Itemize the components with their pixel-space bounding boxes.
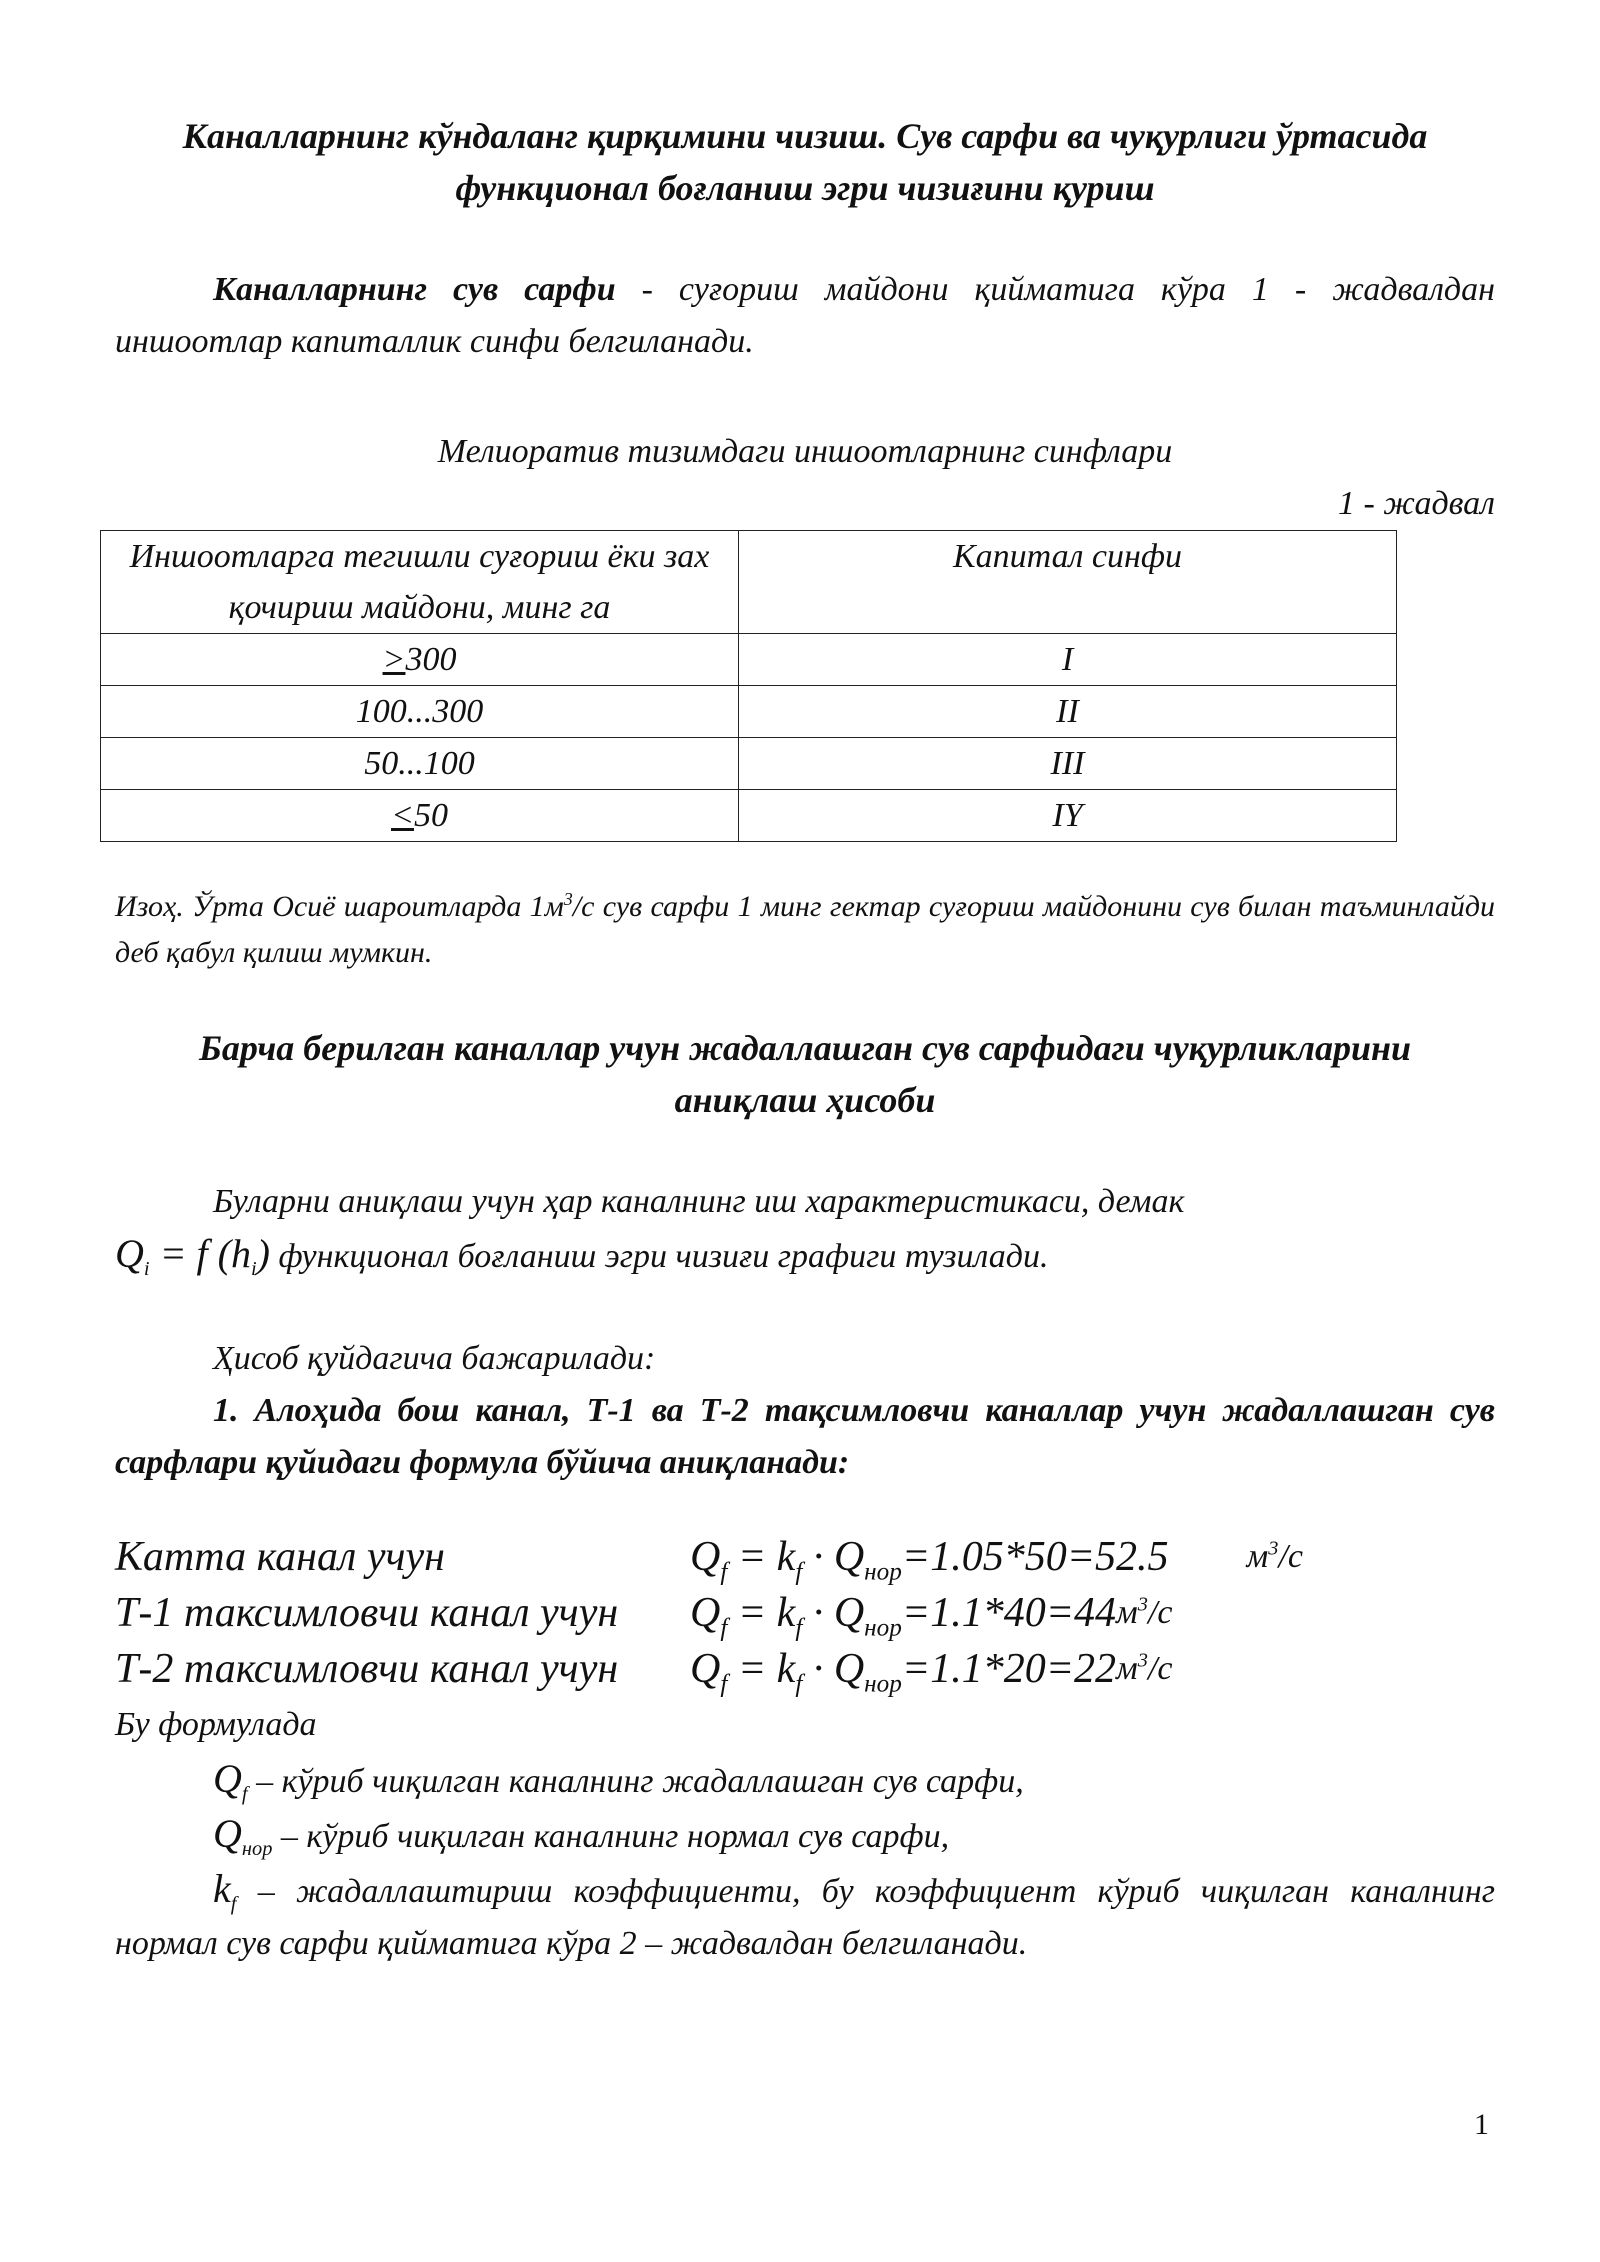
document-title [115,110,1495,214]
characteristics-paragraph [115,1176,1495,1283]
document-page [115,110,1495,1970]
formula-label: Катта канал учун [115,1534,445,1580]
formula-row [115,1529,1495,1585]
intro-rest: - суғориш майдони қийматига кўра 1 - жадвалдан иншоотлар капиталлик синфи белгиланади. [115,271,1495,360]
formula-unit: $м^3/с$ [1116,1593,1173,1631]
formula-row [115,1585,1495,1641]
table-row [101,634,1397,686]
calc-intro: Ҳисоб қуйдагича бажарилади: [213,1340,656,1377]
table-cell-class: II [739,686,1397,738]
table-note: Изоҳ. Ўрта Осиё шароитларда $1м^3/с$ сув сарфи 1 минг гектар суғориш майдонини сув билан таъминлайди деб қабул қилиш мумкин. [115,889,1496,969]
definition-item: $Q_f$ – кўриб чиқилган каналнинг жадаллашган сув сарфи, [213,1756,1024,1805]
table-cell-area: >300 [101,634,739,686]
intro-bold: Каналларнинг сув сарфи [213,271,616,308]
table-row [101,738,1397,790]
table-header-area: Иншоотларга тегишли суғориш ёки зах қочириш майдони, минг га [101,531,739,634]
table-row [101,686,1397,738]
title-line-2: функционал боғланиш эгри чизиғини қуриш [455,168,1155,208]
formula-row [115,1641,1495,1697]
section-heading [115,1022,1495,1126]
heading-line-2: аниқлаш ҳисоби [674,1080,936,1120]
table-cell-area: <50 [101,790,739,842]
definition-item: $Q_{нор}$ – кўриб чиқилган каналнинг нормал сув сарфи, [213,1811,950,1860]
table-cell-class: IY [739,790,1397,842]
table-header-row [101,531,1397,634]
title-line-1: Каналларнинг кўндаланг қирқимини чизиш. Сув сарфи ва чуқурлиги ўртасида [182,116,1428,156]
formula-expression: $Q_f = k_f \cdot Q_{нор}=1.05*50=52.5$ [690,1534,1169,1586]
characteristics-line-2: $Q_i = f$ $(h_i)$ функционал боғланиш эгри чизиғи графиги тузилади. [115,1231,1049,1280]
formula-intro: Бу формулада [115,1706,317,1743]
formula-expression: $Q_f = k_f \cdot Q_{нор}=1.1*40=44$ [690,1590,1117,1642]
table-header-class: Капитал синфи [739,531,1397,634]
table-cell-area: 100...300 [101,686,739,738]
definition-item: $k_f$ – жадаллаштириш коэффициенти, бу коэффициент кўриб чиқилган каналнинг нормал сув сарфи қийматига кўра 2 – жадвалдан белгиланади. [115,1866,1495,1962]
table-cell-class: III [739,738,1397,790]
formula-expression: $Q_f = k_f \cdot Q_{нор}=1.1*20=22$ [690,1646,1117,1698]
table-caption: Мелиоратив тизимдаги иншоотларнинг синфлари [437,433,1173,470]
table-cell-class: I [739,634,1397,686]
formula-unit: $м^3/с$ [1246,1537,1303,1575]
table-number: 1 - жадвал [1337,485,1495,522]
definitions-list [115,1753,1495,1970]
formula-unit: $м^3/с$ [1116,1649,1173,1687]
table-row [101,790,1397,842]
capital-class-table [100,530,1397,842]
formula-label: Т-1 таксимловчи канал учун [115,1590,619,1636]
characteristics-line-1: Буларни аниқлаш учун ҳар каналнинг иш характеристикаси, демак [213,1183,1185,1220]
table-cell-area: 50...100 [101,738,739,790]
page-number: 1 [1474,2108,1489,2141]
intro-paragraph [115,264,1495,368]
formula-block [115,1529,1495,1697]
heading-line-1: Барча берилган каналлар учун жадаллашган сув сарфидаги чуқурликларини [198,1028,1412,1068]
formula-label: Т-2 таксимловчи канал учун [115,1646,619,1692]
step-1: 1. Алоҳида бош канал, Т-1 ва Т-2 тақсимловчи каналлар учун жадаллашган сув сарфлари қуйидаги формула бўйича аниқланади: [115,1392,1495,1481]
